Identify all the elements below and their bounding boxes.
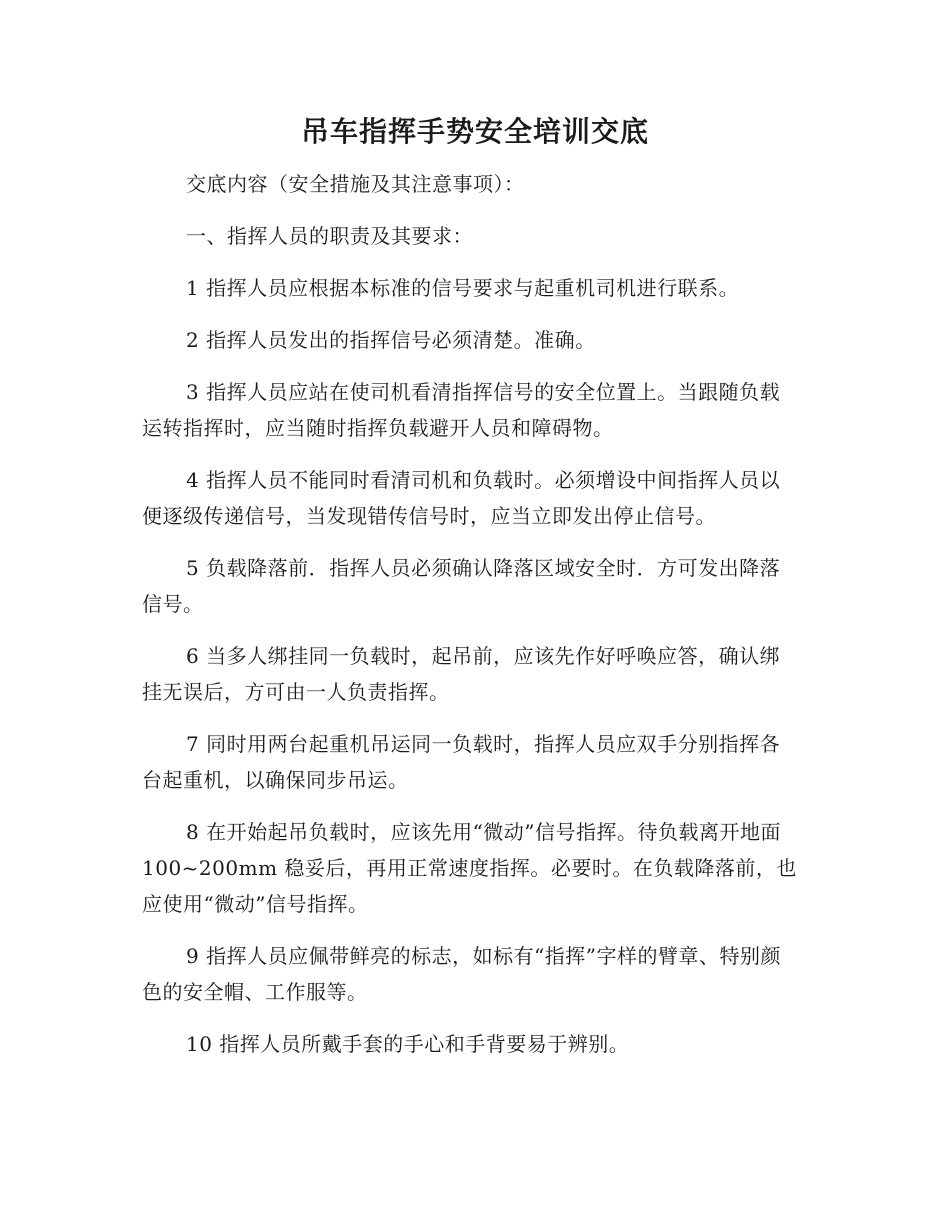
paragraph-item-5: 5 负载降落前．指挥人员必须确认降落区域安全时．方可发出降落信号。 — [142, 556, 781, 616]
paragraph-item-6: 6 当多人绑挂同一负载时，起吊前，应该先作好呼唤应答，确认绑挂无误后，方可由一人负责指挥。 — [142, 644, 781, 704]
paragraph-item-2: 2 指挥人员发出的指挥信号必须清楚。准确。 — [186, 328, 596, 352]
document-body — [142, 166, 798, 1078]
paragraph-item-10: 10 指挥人员所戴手套的手心和手背要易于辨别。 — [186, 1032, 630, 1056]
paragraph-item-4: 4 指挥人员不能同时看清司机和负载时。必须增设中间指挥人员以便逐级传递信号，当发现错传信号时，应当立即发出停止信号。 — [142, 468, 781, 528]
paragraph-item-8: 8 在开始起吊负载时，应该先用“微动”信号指挥。待负载离开地面 100~200mm 稳妥后，再用正常速度指挥。必要时。在负载降落前，也应使用“微动”信号指挥。 — [142, 820, 797, 916]
paragraph-item-1: 1 指挥人员应根据本标准的信号要求与起重机司机进行联系。 — [186, 276, 740, 300]
section-heading: 一、指挥人员的职责及其要求： — [186, 224, 473, 248]
paragraph-intro: 交底内容（安全措施及其注意事项）： — [186, 172, 525, 196]
paragraph-item-3: 3 指挥人员应站在使司机看清指挥信号的安全位置上。当跟随负载运转指挥时，应当随时指挥负载避开人员和障碍物。 — [142, 380, 781, 440]
paragraph-item-9: 9 指挥人员应佩带鲜亮的标志，如标有“指挥”字样的臂章、特别颜色的安全帽、工作服等。 — [142, 944, 782, 1004]
paragraph-item-7: 7 同时用两台起重机吊运同一负载时，指挥人员应双手分别指挥各台起重机，以确保同步吊运。 — [142, 732, 781, 792]
document-title: 吊车指挥手势安全培训交底 — [300, 115, 649, 148]
